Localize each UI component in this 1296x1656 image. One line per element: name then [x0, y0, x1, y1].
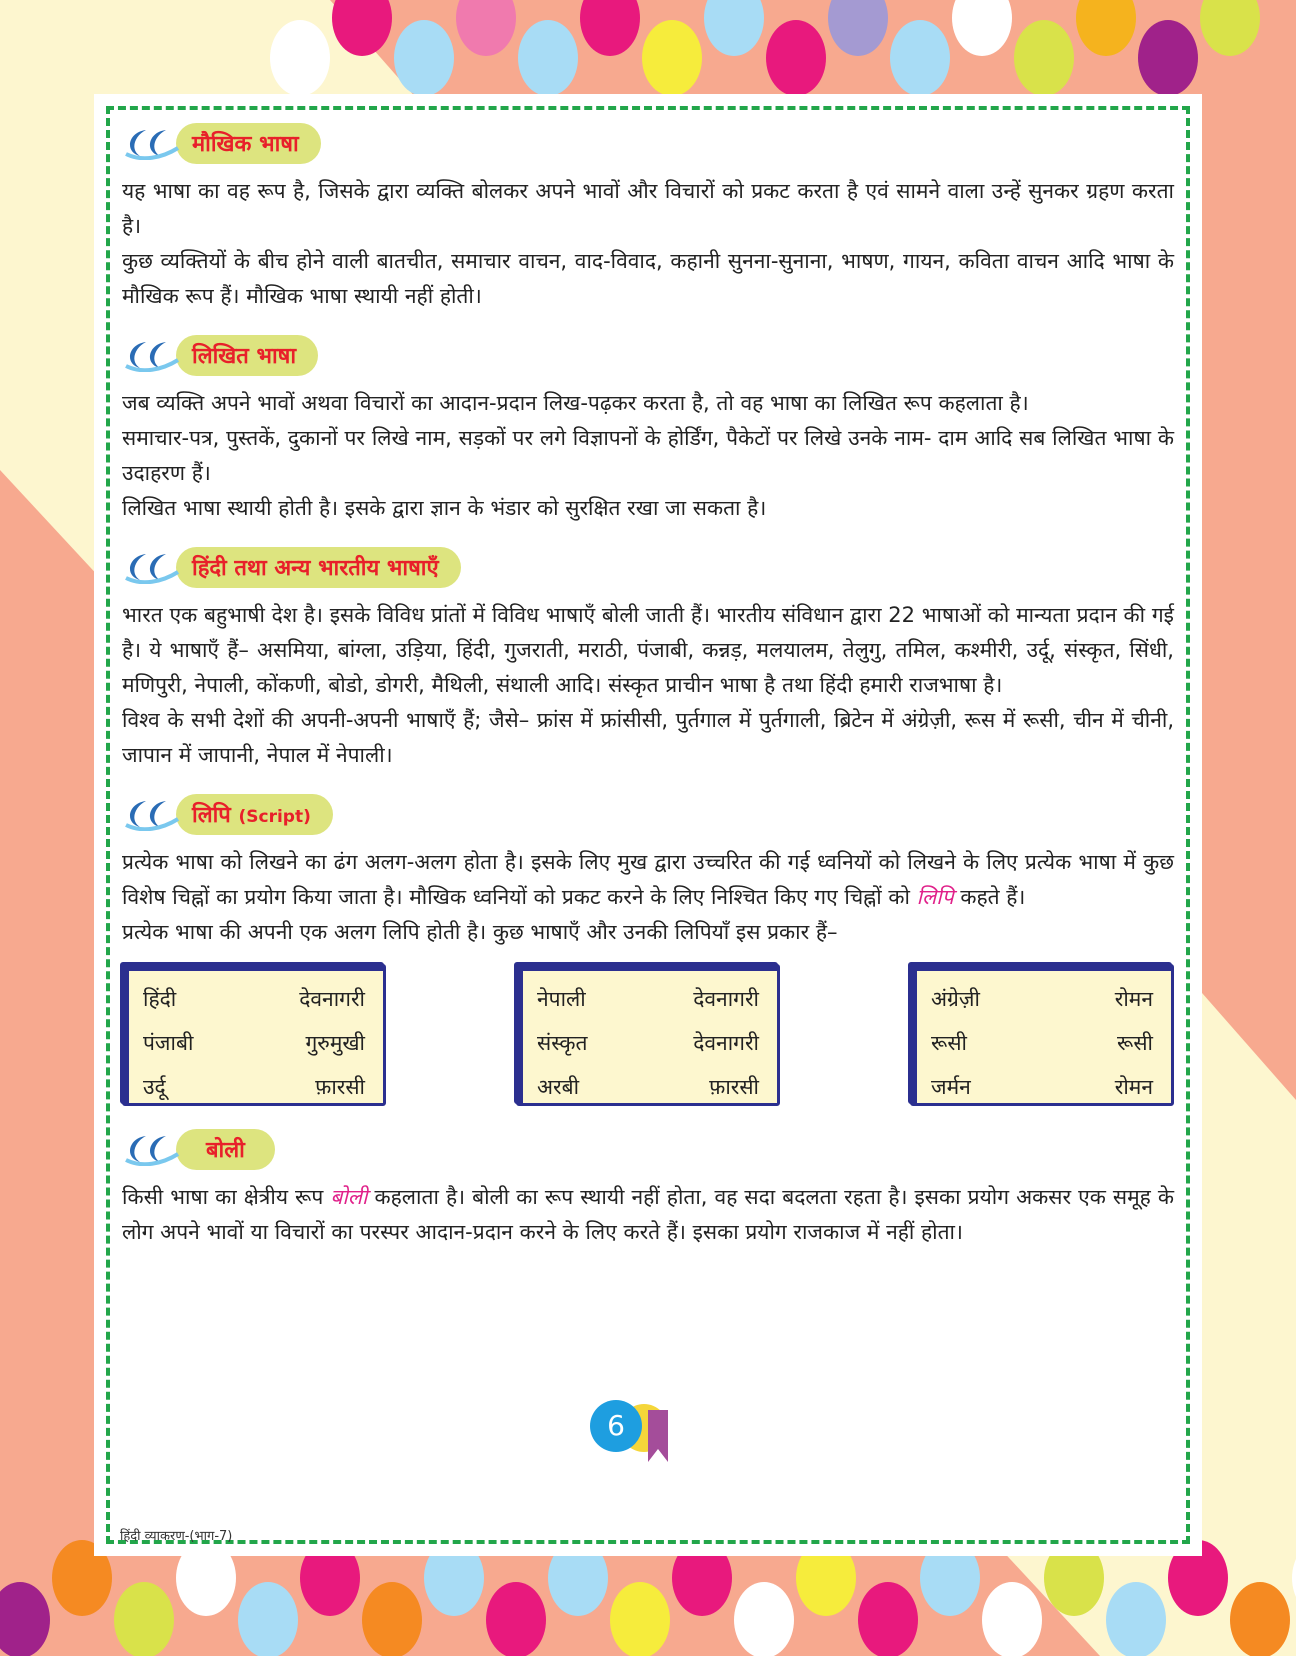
content [122, 122, 1174, 1250]
heading-label: मौखिक भाषा [176, 123, 321, 164]
language: संस्कृत [537, 1031, 588, 1055]
page [94, 94, 1202, 1556]
decorative-dot [1106, 1582, 1166, 1656]
script-table [516, 964, 780, 1106]
decorative-dot [394, 20, 454, 96]
table-row [143, 1021, 365, 1065]
language: अरबी [537, 1075, 580, 1099]
language: जर्मन [931, 1075, 971, 1099]
decorative-dot [642, 20, 702, 96]
paragraph: लिखित भाषा स्थायी होती है। इसके द्वारा ज्ञान के भंडार को सुरक्षित रखा जा सकता है। [122, 496, 767, 520]
swoosh-icon [122, 126, 180, 160]
decorative-dot [610, 1582, 670, 1656]
decorative-dot [580, 0, 640, 56]
heading-label: हिंदी तथा अन्य भारतीय भाषाएँ [176, 547, 461, 588]
table-row [143, 1065, 365, 1109]
heading-text: लिपि [192, 802, 231, 828]
section-heading [122, 334, 1174, 376]
heading-label [176, 794, 333, 835]
language: उर्दू [143, 1075, 166, 1099]
heading-label: बोली [176, 1129, 275, 1170]
decorative-dot [858, 1582, 918, 1656]
decorative-dot [486, 1582, 546, 1656]
script: रूसी [1117, 1031, 1153, 1055]
decorative-dot [238, 1582, 298, 1656]
section-heading [122, 122, 1174, 164]
emphasis-text: लिपि [916, 885, 954, 909]
swoosh-icon [122, 550, 180, 584]
paragraph [122, 1180, 1174, 1250]
decorative-dot [704, 0, 764, 56]
language: रूसी [931, 1031, 967, 1055]
book-title: हिंदी व्याकरण-(भाग-7) [120, 1529, 233, 1544]
script: देवनागरी [693, 987, 759, 1011]
table-row [931, 977, 1153, 1021]
script: रोमन [1114, 987, 1153, 1011]
swoosh-icon [122, 797, 180, 831]
table-row [143, 977, 365, 1021]
heading-english: (Script) [238, 806, 311, 827]
decorative-dot [982, 1582, 1042, 1656]
script-tables [122, 964, 1174, 1106]
heading-label: लिखित भाषा [176, 335, 318, 376]
paragraph [122, 845, 1174, 915]
language: नेपाली [537, 987, 586, 1011]
decorative-dot [828, 0, 888, 56]
decorative-dot [952, 0, 1012, 56]
table-row [537, 977, 759, 1021]
emphasis-text: बोली [330, 1185, 368, 1209]
text: प्रत्येक भाषा को लिखने का ढंग अलग-अलग होता है। इसके लिए मुख द्वारा उच्चरित की गई ध्वनियों को लिखने के लिए प्रत्येक भाषा में कुछ विशेष चिह्नों का प्रयोग किया जाता है। मौखिक ध्वनियों को प्रकट करने के लिए निश्चित किए गए चिह्नों को [122, 850, 1174, 909]
section-heading [122, 793, 1174, 835]
text: कहते हैं। [953, 885, 1026, 909]
script: गुरुमुखी [305, 1031, 365, 1055]
decorative-dot [456, 0, 516, 56]
language: पंजाबी [143, 1031, 194, 1055]
script: रोमन [1114, 1075, 1153, 1099]
table-row [537, 1065, 759, 1109]
decorative-dot [362, 1582, 422, 1656]
script-table [122, 964, 386, 1106]
table-row [931, 1021, 1153, 1065]
decorative-dot [766, 20, 826, 96]
script-table [910, 964, 1174, 1106]
decorative-dot [1014, 20, 1074, 96]
paragraph: जब व्यक्ति अपने भावों अथवा विचारों का आदान-प्रदान लिख-पढ़कर करता है, तो वह भाषा का लिखित रूप कहलाता है। [122, 391, 1029, 415]
section-bhartiya-bhashayen [122, 546, 1174, 773]
decorative-dot [734, 1582, 794, 1656]
script: फ़ारसी [315, 1075, 365, 1099]
table-row [537, 1021, 759, 1065]
paragraph: कुछ व्यक्तियों के बीच होने वाली बातचीत, समाचार वाचन, वाद-विवाद, कहानी सुनना-सुनाना, भाषण, गायन, कविता वाचन आदि भाषा के मौखिक रूप हैं। मौखिक भाषा स्थायी नहीं होती। [122, 249, 1174, 308]
section-heading [122, 1128, 1174, 1170]
decorative-dot [270, 20, 330, 96]
table-row [931, 1065, 1153, 1109]
decorative-dot [1076, 0, 1136, 56]
text: किसी भाषा का क्षेत्रीय रूप [122, 1185, 331, 1209]
script: देवनागरी [299, 987, 365, 1011]
paragraph: समाचार-पत्र, पुस्तकें, दुकानों पर लिखे नाम, सड़कों पर लगे विज्ञापनों के होर्डिंग, पैकेटों पर लिखे उनके नाम- दाम आदि सब लिखित भाषा के उदाहरण हैं। [122, 426, 1174, 485]
paragraph: विश्व के सभी देशों की अपनी-अपनी भाषाएँ हैं; जैसे– फ्रांस में फ्रांसीसी, पुर्तगाल में पुर्तगाली, ब्रिटेन में अंग्रेज़ी, रूस में रूसी, चीन में चीनी, जापान में जापानी, नेपाल में नेपाली। [122, 708, 1174, 767]
text: कहलाता है। बोली का रूप स्थायी नहीं होता, वह सदा बदलता रहता है। इसका प्रयोग अकसर एक समूह के लोग अपने भावों या विचारों का परस्पर आदान-प्रदान करने के लिए करते हैं। इसका प्रयोग राजकाज में नहीं होता। [122, 1185, 1174, 1244]
decorative-dot [114, 1582, 174, 1656]
decorative-dot [1138, 20, 1198, 96]
page-number: 6 [590, 1400, 642, 1452]
section-lipi [122, 793, 1174, 1106]
script: फ़ारसी [709, 1075, 759, 1099]
script: देवनागरी [693, 1031, 759, 1055]
language: हिंदी [143, 987, 177, 1011]
decorative-dot [1230, 1582, 1290, 1656]
paragraph: भारत एक बहुभाषी देश है। इसके विविध प्रांतों में विविध भाषाएँ बोली जाती हैं। भारतीय संविधान द्वारा 22 भाषाओं को मान्यता प्रदान की गई है। ये भाषाएँ हैं– असमिया, बांग्ला, उड़िया, हिंदी, गुजराती, मराठी, पंजाबी, कन्नड़, मलयालम, तेलुगु, तमिल, कश्मीरी, उर्दू, संस्कृत, सिंधी, मणिपुरी, नेपाली, कोंकणी, बोडो, डोगरी, मैथिली, संथाली आदि। संस्कृत प्राचीन भाषा है तथा हिंदी हमारी राजभाषा है। [122, 603, 1174, 697]
swoosh-icon [122, 338, 180, 372]
decorative-dot [0, 1582, 50, 1656]
decorative-dot [1200, 0, 1260, 56]
section-boli [122, 1128, 1174, 1250]
section-maukhik [122, 122, 1174, 314]
paragraph: यह भाषा का वह रूप है, जिसके द्वारा व्यक्ति बोलकर अपने भावों और विचारों को प्रकट करता है एवं सामने वाला उन्हें सुनकर ग्रहण करता है। [122, 179, 1174, 238]
swoosh-icon [122, 1132, 180, 1166]
paragraph: प्रत्येक भाषा की अपनी एक अलग लिपि होती है। कुछ भाषाएँ और उनकी लिपियाँ इस प्रकार हैं– [122, 920, 838, 944]
language: अंग्रेज़ी [931, 987, 980, 1011]
decorative-dot [890, 20, 950, 96]
section-likhit [122, 334, 1174, 526]
section-heading [122, 546, 1174, 588]
decorative-dot [518, 20, 578, 96]
